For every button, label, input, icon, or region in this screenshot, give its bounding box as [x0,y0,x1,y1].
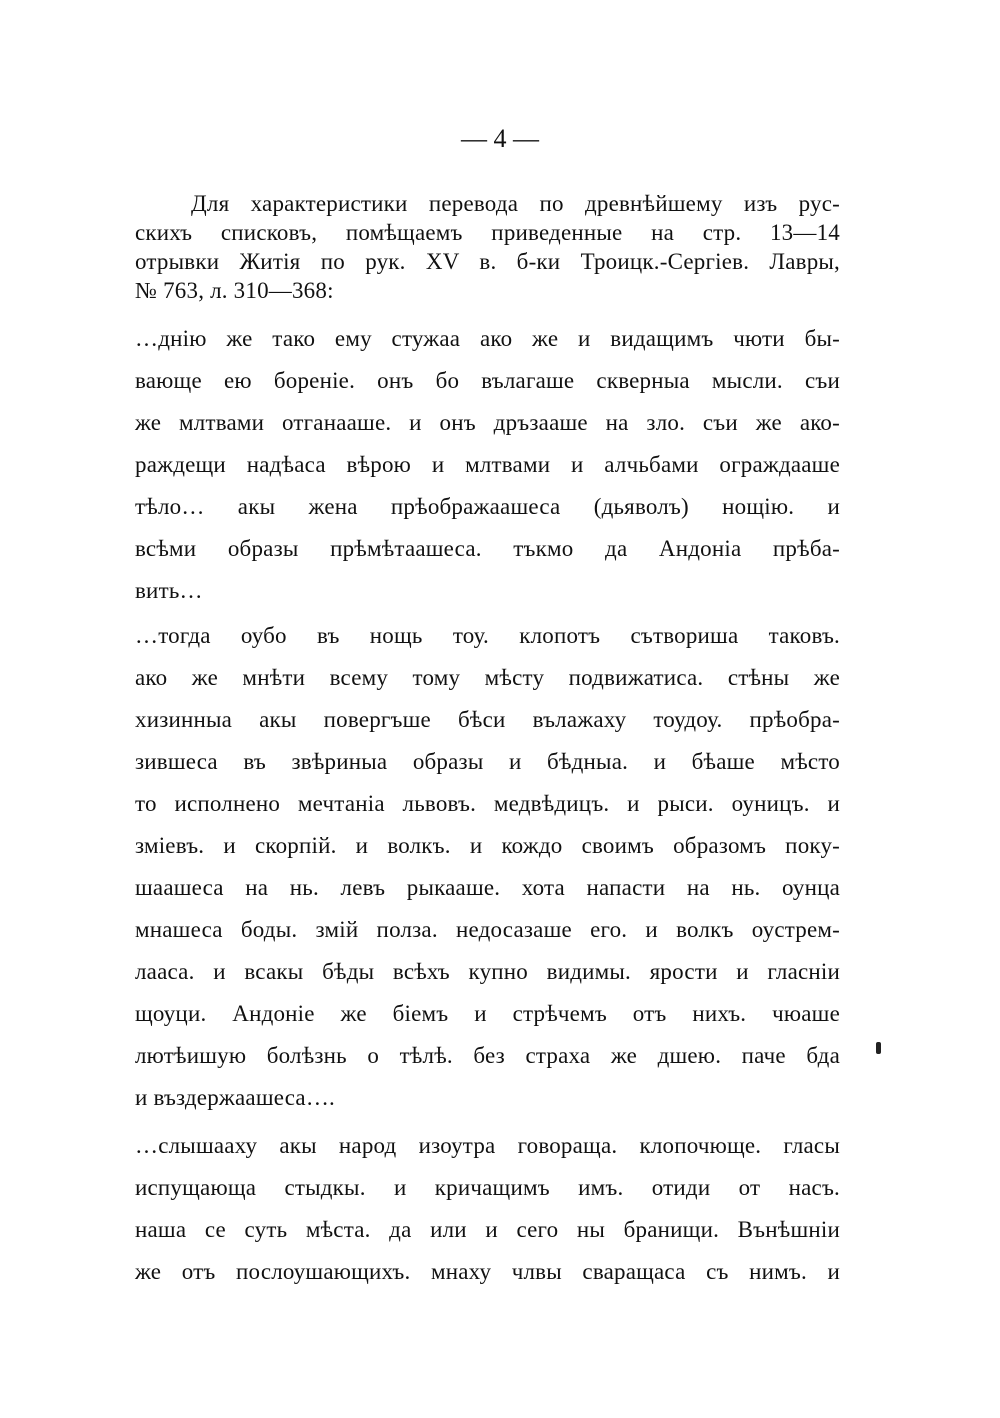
text-line: зміевъ. и скорпій. и волкъ. и кождо своимъ образомъ поку- [135,833,840,858]
excerpt-1 [135,318,840,612]
text-line: лааса. и всакы бѣды всѣхъ купно видимы. ярости и гласніи [135,959,840,984]
text-line: раждещи надѣаса вѣрою и млтвами и алчьбами ограждааше [135,452,840,477]
text-line: ако же мнѣти всему тому мѣсту подвижатиса. стѣны же [135,665,840,690]
text-line: тѣло… акы жена прѣображаашеса (дьяволъ) нощію. и [135,494,840,519]
text-line: лютѣишую болѣзнь о тѣлѣ. без страха же дшею. паче бда [135,1043,840,1068]
intro-paragraph [135,189,840,305]
text-line: наша се суть мѣста. да или и сего ны бранищи. Вънѣшніи [135,1217,840,1242]
text-line: вить… [135,578,203,603]
text-line: № 763, л. 310—368: [135,278,334,303]
text-line: …тогда оубо въ нощь тоу. клопотъ сътвориша таковъ. [135,623,840,648]
ink-speck [876,1042,881,1054]
text-line: и въздержаашеса…. [135,1085,335,1110]
text-line: зившеса въ звѣриныа образы и бѣдныа. и бѣаше мѣсто [135,749,840,774]
text-line: щоуци. Андоніе же біемъ и стрѣчемъ отъ нихъ. чюаше [135,1001,840,1026]
text-line: шаашеса на нь. левъ рыкааше. хота напасти на нь. оунца [135,875,840,900]
text-line: то исполнено мечтаніа львовъ. медвѣдицъ. и рыси. оуницъ. и [135,791,840,816]
text-line: мнашеса боды. змій полза. недосазаше его. и волкъ оустрем- [135,917,840,942]
text-line: же отъ послоушающихъ. мнаху члвы сваращаса съ нимъ. и [135,1259,840,1284]
page-number: — 4 — [461,124,539,153]
text-line: …слышааху акы народ изоутра говораща. клопочюще. гласы [135,1133,840,1158]
excerpt-3 [135,1125,840,1293]
text-line: Для характеристики перевода по древнѣйшему изъ рус- [191,191,840,216]
text-line: скихъ списковъ, помѣщаемъ приведенные на стр. 13—14 [135,220,840,245]
text-line: испущающа стыдкы. и кричащимъ имъ. отиди от насъ. [135,1175,840,1200]
excerpt-2 [135,615,840,1119]
text-line: отрывки Житія по рук. XV в. б-ки Троицк.-Сергіев. Лавры, [135,249,840,274]
text-line: …днію же тако ему стужаа ако же и видащимъ чюти бы- [135,326,840,351]
text-line: хизинныа акы повергъше бѣси вълажаху тоудоу. прѣобра- [135,707,840,732]
text-line: всѣми образы прѣмѣтаашеса. тъкмо да Андоніа прѣба- [135,536,840,561]
text-line: же млтвами отганааше. и онъ дръзааше на зло. съи же ако- [135,410,840,435]
text-line: вающе ею бореніе. онъ бо вълагаше скверныа мысли. съи [135,368,840,393]
